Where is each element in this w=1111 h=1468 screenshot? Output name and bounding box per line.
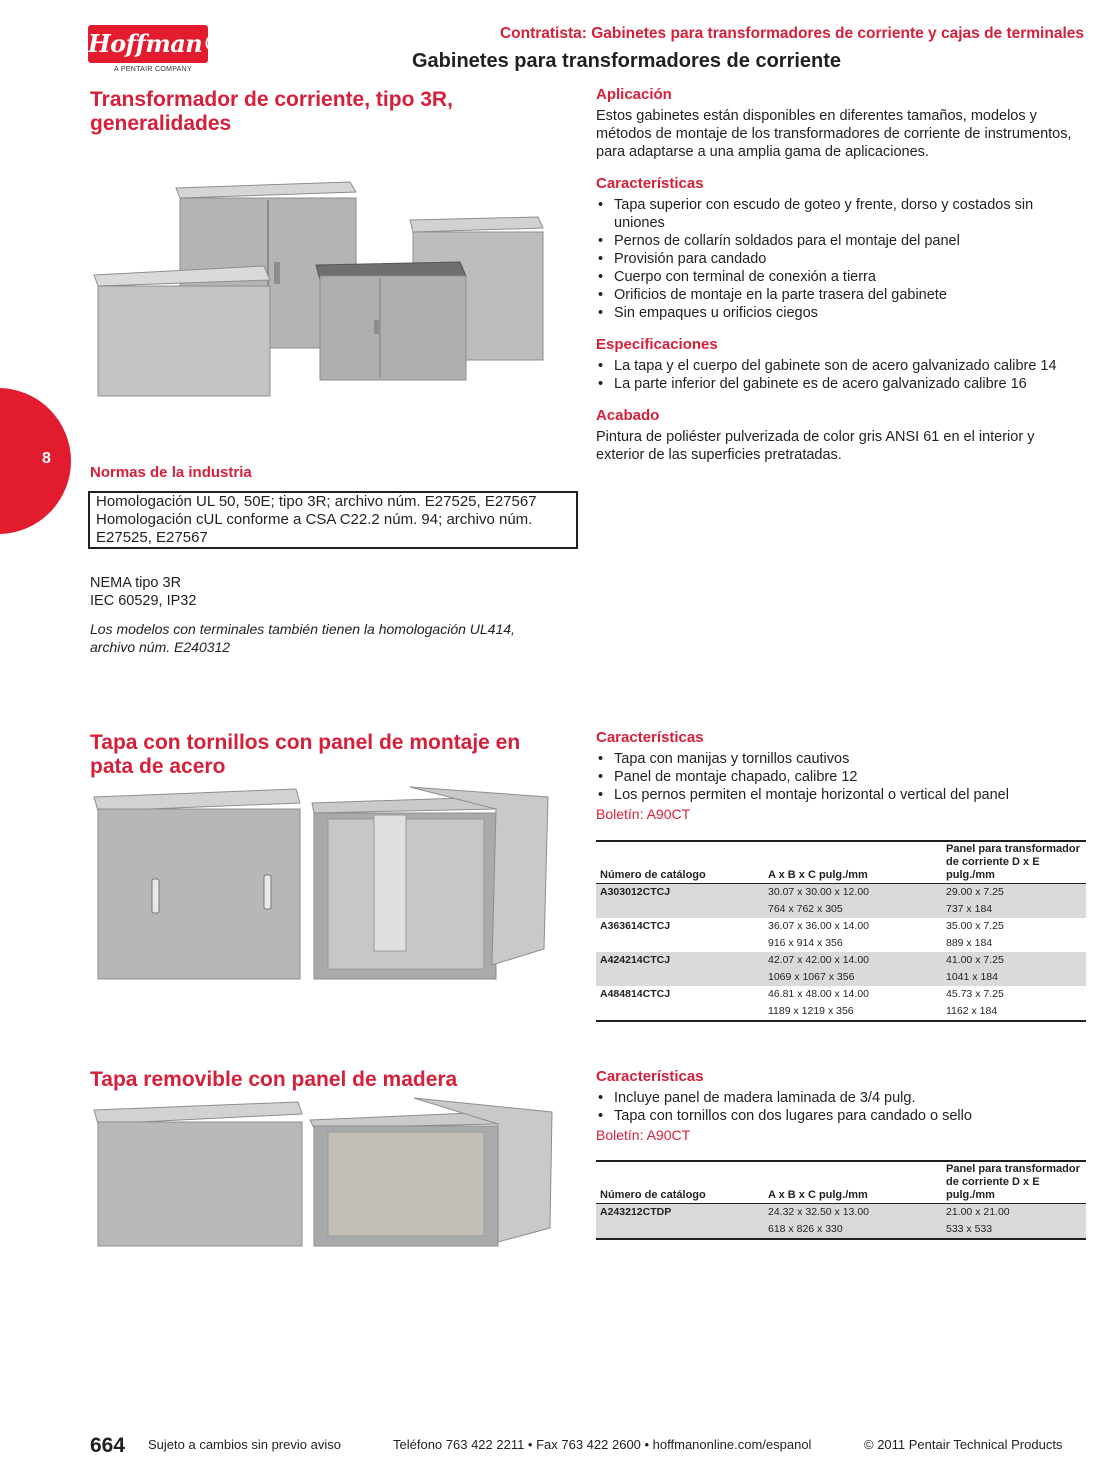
application-text: Estos gabinetes están disponibles en diferentes tamaños, modelos y métodos de montaje de los transformadores de corriente de instrumentos, para adaptarse a una amplia gama de aplicaciones.	[596, 108, 1072, 160]
standards-heading: Normas de la industria	[90, 464, 252, 481]
section2-details	[596, 729, 1086, 822]
features-list	[596, 196, 1086, 322]
table-cell: 35.00 x 7.25	[946, 920, 1004, 932]
table-header: Panel para transformador de corriente D x E pulg./mm	[942, 841, 1086, 884]
section3-title: Tapa removible con panel de madera	[90, 1068, 458, 1091]
section3-features-heading: Características	[596, 1068, 704, 1085]
section3-features-list	[596, 1089, 1086, 1125]
list-item: • Pernos de collarín soldados para el montaje del panel	[596, 232, 1086, 250]
footer-copyright: © 2011 Pentair Technical Products	[864, 1437, 1063, 1452]
list-item: • Cuerpo con terminal de conexión a tierra	[596, 268, 1086, 286]
table-row	[596, 901, 1086, 918]
table-row	[596, 1003, 1086, 1021]
table-cell: 42.07 x 42.00 x 14.00	[764, 952, 942, 969]
mounting-panel	[374, 815, 406, 951]
logo-subtitle: A PENTAIR COMPANY	[114, 66, 192, 73]
table-cell: 1189 x 1219 x 356	[768, 1005, 854, 1017]
enclosures-photo	[88, 170, 553, 445]
table-header: Panel para transformador de corriente D x E pulg./mm	[942, 1161, 1086, 1204]
list-item: • Orificios de montaje en la parte trasera del gabinete	[596, 286, 1086, 304]
table-row	[596, 884, 1086, 902]
table-cell: 533 x 533	[942, 1221, 1086, 1239]
table-header: A x B x C pulg./mm	[764, 841, 942, 884]
table-cell: 1041 x 184	[942, 969, 1086, 986]
footer-contact: Teléfono 763 422 2211 • Fax 763 422 2600 • hoffmanonline.com/espanol	[393, 1437, 812, 1452]
hoffman-logo: Hoffman®	[88, 25, 208, 63]
table-cell: 764 x 762 x 305	[764, 901, 942, 918]
table-cell: 29.00 x 7.25	[942, 884, 1086, 902]
table-row	[596, 986, 1086, 1003]
application-heading: Aplicación	[596, 86, 672, 103]
section3-catalog-table	[596, 1160, 1086, 1240]
enclosure-handle	[152, 879, 159, 913]
table-row	[596, 918, 1086, 935]
standards-extra	[90, 574, 196, 610]
standard-ul: Homologación UL 50, 50E; tipo 3R; archivo núm. E27525, E27567	[96, 493, 537, 510]
features-heading: Características	[596, 175, 704, 192]
list-item: • La tapa y el cuerpo del gabinete son de acero galvanizado calibre 14	[596, 357, 1086, 375]
section3-details	[596, 1068, 1086, 1143]
enclosure-top	[176, 182, 356, 198]
wood-panel	[328, 1132, 484, 1236]
section2-bulletin: Boletín: A90CT	[596, 806, 691, 822]
table-cell: 21.00 x 21.00	[942, 1204, 1086, 1222]
screw-cover-enclosure-photo	[92, 785, 554, 985]
chapter-tab-number: 8	[42, 450, 51, 467]
table-cell: 1069 x 1067 x 356	[764, 969, 942, 986]
list-item: • Los pernos permiten el montaje horizontal o vertical del panel	[596, 786, 1086, 804]
table-header: Número de catálogo	[596, 1161, 764, 1204]
chapter-tab	[0, 388, 71, 534]
catalog-number: A303012CTCJ	[596, 884, 764, 902]
table-row	[596, 952, 1086, 969]
section2-features-list	[596, 750, 1086, 804]
specs-heading: Especificaciones	[596, 336, 718, 353]
list-item: • Panel de montaje chapado, calibre 12	[596, 768, 1086, 786]
table-cell: 1162 x 184	[946, 1005, 998, 1017]
table-cell: 41.00 x 7.25	[942, 952, 1086, 969]
list-item: • Tapa con tornillos con dos lugares para candado o sello	[596, 1107, 1086, 1125]
enclosure-handle	[274, 262, 280, 284]
table-cell: 737 x 184	[942, 901, 1086, 918]
list-item: • Tapa con manijas y tornillos cautivos	[596, 750, 1086, 768]
table-cell: 46.81 x 48.00 x 14.00	[768, 988, 869, 1000]
table-cell: 916 x 914 x 356	[768, 937, 843, 949]
table-cell: 36.07 x 36.00 x 14.00	[768, 920, 869, 932]
standard-cul: Homologación cUL conforme a CSA C22.2 núm. 94; archivo núm. E27525, E27567	[96, 511, 533, 546]
table-row	[596, 935, 1086, 952]
table-cell: 889 x 184	[946, 937, 993, 949]
table-cell: 45.73 x 7.25	[946, 988, 1004, 1000]
table-cell: 30.07 x 30.00 x 12.00	[764, 884, 942, 902]
table-row	[596, 969, 1086, 986]
page-title: Gabinetes para transformadores de corriente	[412, 50, 842, 72]
header-category: Contratista: Gabinetes para transformadores de corriente y cajas de terminales	[499, 25, 1084, 42]
section2-features-heading: Características	[596, 729, 704, 746]
list-item: • Incluye panel de madera laminada de 3/4 pulg.	[596, 1089, 1086, 1107]
section2-title: Tapa con tornillos con panel de montaje en pata de acero	[90, 731, 521, 778]
table-row	[596, 1221, 1086, 1239]
catalog-number: A484814CTCJ	[600, 988, 671, 1000]
table-cell: 24.32 x 32.50 x 13.00	[764, 1204, 942, 1222]
list-item: • Sin empaques u orificios ciegos	[596, 304, 1086, 322]
specs-list	[596, 357, 1086, 393]
standard-nema: NEMA tipo 3R	[90, 575, 182, 591]
table-header: Número de catálogo	[596, 841, 764, 884]
page-number: 664	[90, 1434, 126, 1457]
section1-title: Transformador de corriente, tipo 3R, generalidades	[90, 88, 453, 135]
list-item: • Tapa superior con escudo de goteo y frente, dorso y costados sin uniones	[596, 196, 1086, 232]
wood-panel-enclosure-photo	[92, 1096, 554, 1256]
catalog-number: A363614CTCJ	[600, 920, 671, 932]
list-item: • La parte inferior del gabinete es de acero galvanizado calibre 16	[596, 375, 1086, 393]
catalog-number: A243212CTDP	[596, 1204, 764, 1222]
section2-catalog-table	[596, 840, 1086, 1022]
finish-text: Pintura de poliéster pulverizada de color gris ANSI 61 en el interior y exterior de las superficies pretratadas.	[596, 429, 1035, 463]
section1-details	[596, 86, 1086, 464]
table-header: A x B x C pulg./mm	[764, 1161, 942, 1204]
table-cell: 618 x 826 x 330	[764, 1221, 942, 1239]
catalog-number: A424214CTCJ	[596, 952, 764, 969]
standards-box	[88, 491, 578, 549]
standard-iec: IEC 60529, IP32	[90, 593, 197, 609]
section3-bulletin: Boletín: A90CT	[596, 1127, 691, 1143]
enclosure-handle	[264, 875, 271, 909]
list-item: • Provisión para candado	[596, 250, 1086, 268]
finish-heading: Acabado	[596, 407, 660, 424]
standards-note: Los modelos con terminales también tienen la homologación UL414, archivo núm. E240312	[90, 621, 515, 655]
footer-notice: Sujeto a cambios sin previo aviso	[148, 1437, 341, 1452]
table-row	[596, 1204, 1086, 1222]
